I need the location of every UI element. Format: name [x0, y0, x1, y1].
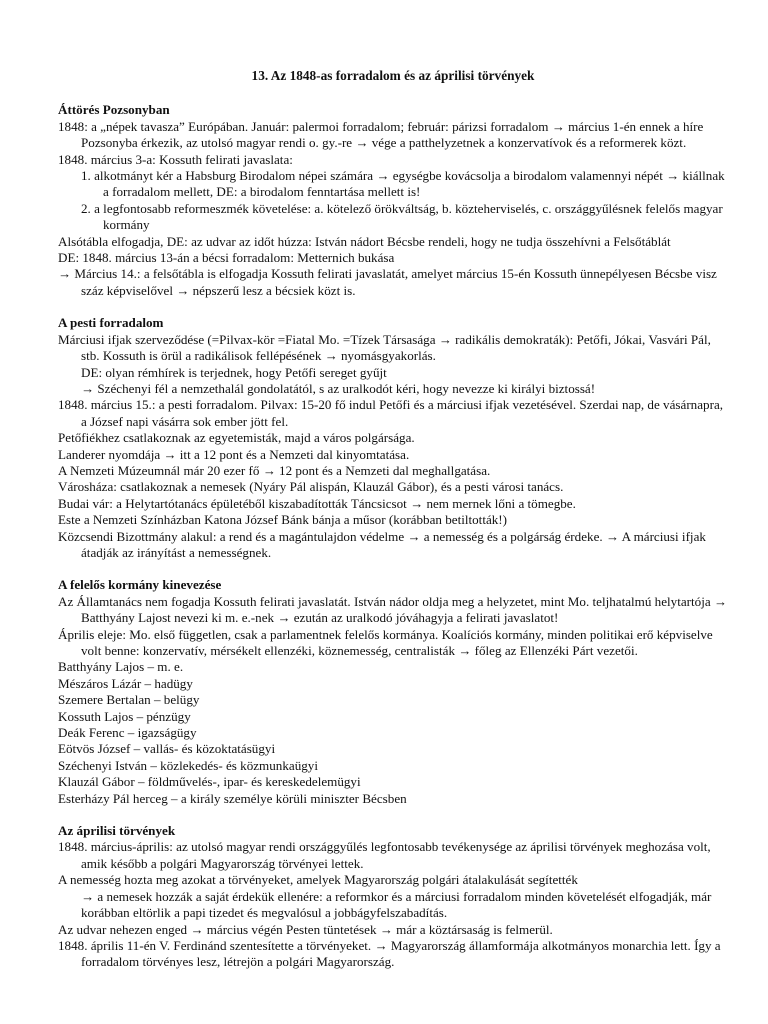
paragraph: Április eleje: Mo. első független, csak a parlamentnek felelős kormánya. Koalíciós kormány, minden politikai erő képviselve volt benne: konzervatív, mérsékelt ellenzéki, köznemesség, centralisták → főleg az Ellenzéki Párt vezetői.: [58, 626, 713, 658]
minister-line: Klauzál Gábor – földművelés-, ipar- és kereskedelemügyi: [58, 774, 361, 790]
minister-line: Szemere Bertalan – belügy: [58, 692, 200, 708]
minister-line: Esterházy Pál herceg – a király személye körüli miniszter Bécsben: [58, 790, 407, 806]
paragraph: DE: olyan rémhírek is terjednek, hogy Petőfi sereget gyűjt: [81, 364, 387, 380]
document-title: 13. Az 1848-as forradalom és az áprilisi törvények: [251, 68, 535, 83]
paragraph: Budai vár: a Helytartótanács épületéből kiszabadították Táncsicsot → nem mernek lőni a tömegbe.: [58, 495, 576, 511]
list-item: 2. a legfontosabb reformeszmék követelése: a. kötelező örökváltság, b. közteherviselés, c. országgyűlésnek felelős magyar kormány: [81, 200, 723, 233]
paragraph: A Nemzeti Múzeumnál már 20 ezer fő → 12 pont és a Nemzeti dal meghallgatása.: [58, 462, 491, 478]
paragraph: 1848. március-április: az utolsó magyar rendi országgyűlés legfontosabb tevékenysége az áprilisi törvények meghozása volt, amik később a polgári Magyarország törvényei lettek.: [58, 839, 711, 871]
section-kormany: [58, 577, 728, 807]
paragraph: Petőfiékhez csatlakoznak az egyetemisták, majd a város polgársága.: [58, 430, 415, 446]
section-attores: [58, 102, 728, 299]
paragraph: Az Államtanács nem fogadja Kossuth felirati javaslatát. István nádor oldja meg a helyzetet, mint Mo. teljhatalmú helytartója → Batthyány Lajost nevezi ki m. e.-nek → ezután az uralkodó jóváhagyja a felirati javaslatot!: [58, 593, 728, 626]
paragraph: A nemesség hozta meg azokat a törvényeket, amelyek Magyarország polgári átalakulását segítették: [58, 872, 578, 888]
paragraph: 1848. március 3-a: Kossuth felirati javaslata:: [58, 151, 293, 167]
minister-line: Eötvös József – vallás- és közoktatásügyi: [58, 741, 276, 757]
paragraph: Márciusi ifjak szerveződése (=Pilvax-kör =Fiatal Mo. =Tízek Társasága → radikális demokraták): Petőfi, Jókai, Vasvári Pál, stb. Kossuth is örül a radikálisok fellépésének → nyomásgyakorlás.: [58, 331, 711, 364]
paragraph: → Március 14.: a felsőtábla is elfogadja Kossuth felirati javaslatát, amelyet március 15-én Kossuth ünnepélyesen Bécsbe visz száz képviselővel → népszerű lesz a bécsiek közt is.: [58, 266, 717, 298]
paragraph: Az udvar nehezen enged → március végén Pesten tüntetések → már a köztársaság is felmerül.: [58, 921, 553, 937]
section-heading: A felelős kormány kinevezése: [58, 577, 222, 593]
section-pesti: [58, 315, 728, 561]
section-aprilisi: [58, 823, 728, 971]
paragraph: 1848. március 15.: a pesti forradalom. Pilvax: 15-20 fő indul Petőfi és a márciusi ifjak vezetésével. Szerdai nap, de vásárnapra, a József napi vásárra sok ember jött fel.: [58, 397, 724, 429]
paragraph: 1848: a „népek tavasza” Európában. Január: palermoi forradalom; február: párizsi forradalom → március 1-én ennek a híre Pozsonyba érkezik, az utolsó magyar rendi o. gy.-re → vége a patthelyzetnek a konzervatívok és a reformerek közt.: [58, 118, 704, 151]
minister-line: Batthyány Lajos – m. e.: [58, 659, 184, 675]
paragraph: → a nemesek hozzák a saját érdekük ellenére: a reformkor és a márciusi forradalom minden követelését elfogadják, már korábban eltörlik a papi tizedet és megvalósul a jobbágyfelszabadítás.: [81, 888, 712, 921]
section-heading: Áttörés Pozsonyban: [58, 102, 170, 118]
section-heading: A pesti forradalom: [58, 315, 164, 331]
minister-line: Deák Ferenc – igazságügy: [58, 725, 197, 741]
minister-line: Széchenyi István – közlekedés- és közmunkaügyi: [58, 757, 318, 773]
paragraph: Este a Nemzeti Színházban Katona József Bánk bánja a műsor (korábban betiltották!): [58, 512, 508, 528]
paragraph: DE: 1848. március 13-án a bécsi forradalom: Metternich bukása: [58, 250, 395, 266]
paragraph: Alsótábla elfogadja, DE: az udvar az időt húzza: István nádort Bécsbe rendeli, hogy ne tudja összehívni a Felsőtáblát: [58, 233, 671, 249]
paragraph: Közcsendi Bizottmány alakul: a rend és a magántulajdon védelme → a nemesség és a polgárság érdeke. → A márciusi ifjak átadják az irányítást a nemességnek.: [58, 528, 706, 560]
minister-line: Mészáros Lázár – hadügy: [58, 675, 193, 691]
section-heading: Az áprilisi törvények: [58, 823, 176, 839]
list-item: 1. alkotmányt kér a Habsburg Birodalom népei számára → egységbe kovácsolja a birodalom valamennyi népét → kiállnak a forradalom mellett, DE: a birodalom fenntartása mellett is!: [81, 168, 725, 200]
paragraph: → Széchenyi fél a nemzethalál gondolatától, s az uralkodót kéri, hogy nevezze ki királyi biztossá!: [81, 380, 596, 396]
paragraph: Landerer nyomdája → itt a 12 pont és a Nemzeti dal kinyomtatása.: [58, 446, 410, 462]
paragraph: 1848. április 11-én V. Ferdinánd szentesítette a törvényeket. → Magyarország államformája alkotmányos monarchia lett. Így a forradalom törvényes lesz, létrejön a polgári Magyarország.: [58, 937, 721, 970]
minister-line: Kossuth Lajos – pénzügy: [58, 708, 191, 724]
paragraph: Városháza: csatlakoznak a nemesek (Nyáry Pál alispán, Klauzál Gábor), és a pesti városi tanács.: [58, 479, 564, 495]
